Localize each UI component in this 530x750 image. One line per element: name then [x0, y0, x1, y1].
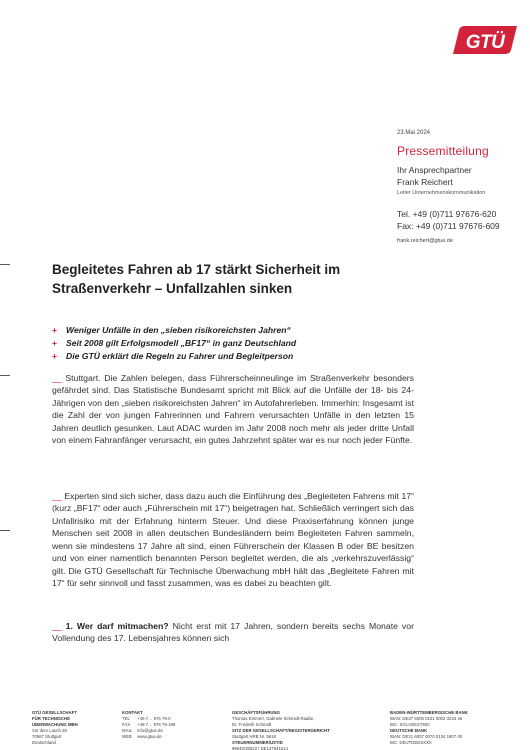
phone-block	[397, 208, 522, 232]
footer-management: GESCHÄFTSFÜHRUNG Thomas Emmert, Gabriele Schmidt-Raaße, Dr. Frederik Schmidt SITZ DER GESELLSCHAFT/REGISTERGERICHT Stuttgart HRB Nr. 5618 STEUERNUMMER/USTID 99040/36522 | DE147841514	[232, 710, 330, 750]
body-paragraph-3: __ 1. Wer darf mitmachen? Nicht erst mit 17 Jahren, sondern bereits sechs Monate vor Vollendung des 17. Lebensjahres können sich	[52, 621, 414, 644]
logo-text: GTÜ	[465, 32, 505, 53]
bullet-item: + Seit 2008 gilt Erfolgsmodell „BF17“ in ganz Deutschland	[52, 338, 297, 348]
fold-mark-bottom	[0, 530, 10, 531]
paragraph-dash: __	[52, 373, 62, 383]
footer-tel: TEL +49 7… 976 76-0	[122, 716, 171, 721]
release-date: 23.Mai 2024	[397, 130, 431, 136]
summary-bullets	[52, 324, 382, 363]
contact-phone: Tel. +49 (0)711 97676-620	[397, 209, 497, 219]
footer	[0, 710, 530, 750]
footer-fax: FAX +49 7… 976 76-199	[122, 722, 176, 727]
plus-icon: +	[52, 338, 58, 348]
section-heading: 1. Wer darf mitmachen?	[65, 621, 169, 631]
body-paragraph-1: __ Stuttgart. Die Zahlen belegen, dass Führerscheinneulinge im Straßenverkehr besonders gefährdet sind. Das Statistische Bundesamt spricht mit Blick auf die Unfälle der 18- bis 24-Jährigen von den „sieben risikoreichsten Jahren“ im Autofahrerleben. Immerhin: Insgesamt ist die Zahl der von jungen Fahrerinnen und Fahrern verursachten Unfälle in den letzten 15 Jahren deutlich gesunken. Laut ADAC wurden im Jahr 2008 noch mehr als jeder dritte Unfall von einem Fahranfänger verursacht, ein gutes Jahrzehnt später war es nur noch jeder Fünfte.	[52, 373, 415, 446]
plus-icon: +	[52, 325, 58, 335]
gtue-logo	[447, 20, 519, 60]
footer-contact: KONTAKT TEL +49 7… 976 76-0 FAX +49 7… 976 76-199 MAIL info@gtue.de WEB www.gtue.de	[122, 710, 200, 740]
footer-mail[interactable]: MAIL info@gtue.de	[122, 728, 163, 733]
doc-type-title: Pressemitteilung	[397, 144, 489, 158]
footer-web[interactable]: WEB www.gtue.de	[122, 734, 162, 739]
contact-fax: Fax: +49 (0)711 97676-609	[397, 221, 500, 231]
footer-banks: BADEN-WÜRTTEMBERGISCHE BANK IBAN: DE37 6005 0101 0002 3233 46 BIC: SOLADEST600 DEUTSCHE BANK IBAN: DE21 6007 0070 0134 1807 00 BIC: DEUTDEDSXXX	[390, 710, 468, 745]
contact-name: Frank Reichert	[397, 176, 453, 187]
plus-icon: +	[52, 351, 58, 361]
footer-company: GTÜ GESELLSCHAFT FÜR TECHNISCHE ÜBERWACHUNG MBH Vor dem Lauch 25 70567 Stuttgart Deutschland	[32, 710, 78, 745]
body-paragraph-2: __ Experten sind sich sicher, dass dazu auch die Einführung des „Begleiteten Fahrens mit 17“ (kurz „BF17“ oder auch „Führerschein mit 17“) beigetragen hat. Schließlich verringert sich das Unfallrisiko mit der Erfahrung hinterm Steuer. Und diese Praxiserfahrung können junge Menschen seit 2008 in allen deutschen Bundesländern beim Begleiteten Fahren sammeln, wenn sie mindestens 17 Jahre alt sind, einen Führerschein der Klassen B oder BE besitzen und von einer namentlich benannten Person begleitet werden, die als „verkehrszuverlässig“ gilt. Die GTÜ Gesellschaft für Technische Überwachung mbH hält das „Begleitete Fahren mit 17“ für sehr sinnvoll und fasst zusammen, was es dabei zu beachten gilt.	[52, 491, 414, 589]
contact-role: Leiter Unternehmenskommunikation	[397, 190, 486, 196]
fold-mark-top	[0, 264, 10, 265]
paragraph-dash: __	[52, 621, 62, 631]
bullet-item: + Die GTÜ erklärt die Regeln zu Fahrer und Begleitperson	[52, 351, 294, 361]
bullet-item: + Weniger Unfälle in den „sieben risikoreichsten Jahren“	[52, 325, 291, 335]
paragraph-dash: __	[52, 491, 62, 501]
contact-email[interactable]: frank.reichert@gtue.de	[397, 238, 454, 244]
contact-label: Ihr Ansprechpartner	[397, 165, 472, 175]
fold-mark-middle	[0, 375, 10, 376]
contact-block	[397, 165, 522, 198]
headline: Begleitetes Fahren ab 17 stärkt Sicherheit im Straßenverkehr – Unfallzahlen sinken	[52, 262, 341, 296]
